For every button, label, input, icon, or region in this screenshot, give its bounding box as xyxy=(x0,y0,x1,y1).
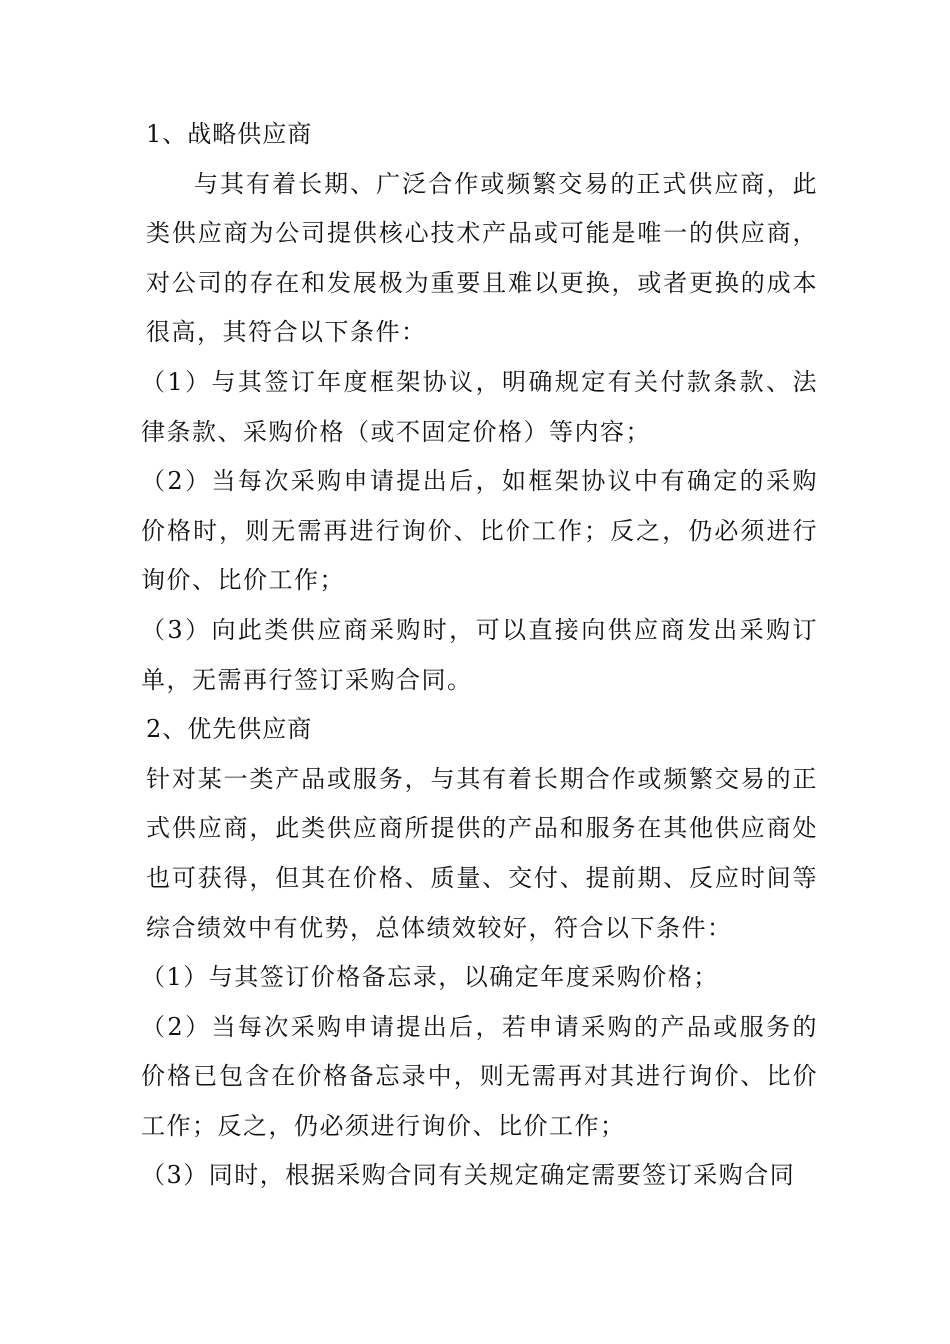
list-item: （2）当每次采购申请提出后，若申请采购的产品或服务的价格已包含在价格备忘录中，则无需再对其进行询价、比价工作；反之，仍必须进行询价、比价工作； xyxy=(141,1012,818,1140)
list-item: （1）与其签订价格备忘录，以确定年度采购价格； xyxy=(141,963,719,992)
section-intro-preferred-supplier: 针对某一类产品或服务，与其有着长期合作或频繁交易的正式供应商，此类供应商所提供的产品和服务在其他供应商处也可获得，但其在价格、质量、交付、提前期、反应时间等综合绩效中有优势，总体绩效较好，符合以下条件： xyxy=(146,764,818,942)
section-heading-strategic-supplier: 1、战略供应商 xyxy=(146,120,313,148)
list-item: （2）当每次采购申请提出后，如框架协议中有确定的采购价格时，则无需再进行询价、比价工作；反之，仍必须进行询价、比价工作； xyxy=(141,467,818,595)
list-item: （1）与其签订年度框架协议，明确规定有关付款条款、法律条款、采购价格（或不固定价格）等内容； xyxy=(141,367,818,446)
section-intro-strategic-supplier: 与其有着长期、广泛合作或频繁交易的正式供应商，此类供应商为公司提供核心技术产品或可能是唯一的供应商，对公司的存在和发展极为重要且难以更换，或者更换的成本很高，其符合以下条件： xyxy=(146,169,818,347)
list-item: （3）向此类供应商采购时，可以直接向供应商发出采购订单，无需再行签订采购合同。 xyxy=(141,615,818,694)
section-heading-preferred-supplier: 2、优先供应商 xyxy=(146,715,313,744)
list-item: （3）同时，根据采购合同有关规定确定需要签订采购合同 xyxy=(141,1161,796,1190)
document-body xyxy=(141,110,818,1201)
